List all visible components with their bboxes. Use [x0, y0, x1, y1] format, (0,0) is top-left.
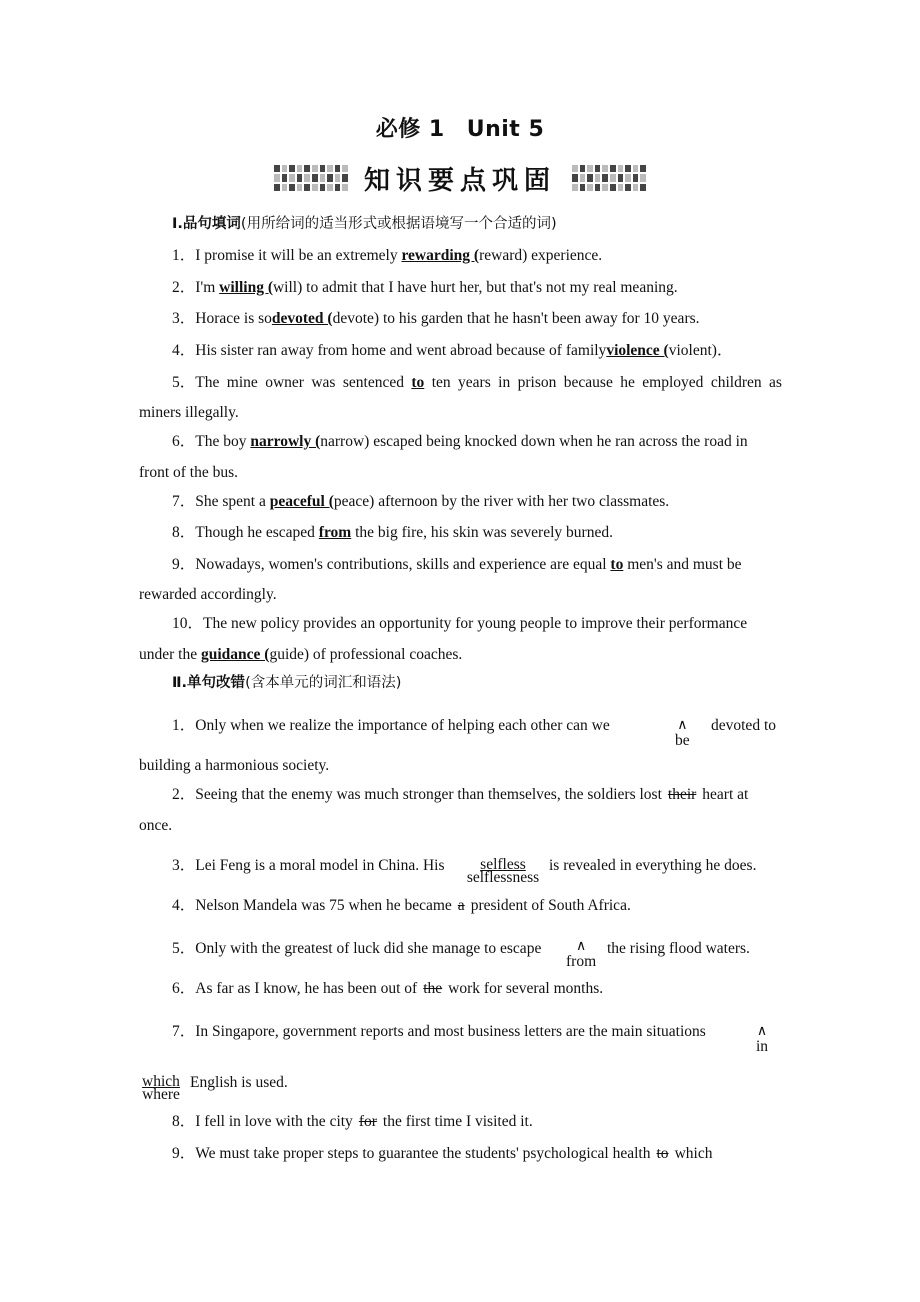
s2-item-2-cont: once.: [139, 817, 173, 834]
insertion-mark: ∧ be: [675, 717, 690, 749]
document-page: 必修 1 Unit 5 知识要点巩固 Ⅰ.品句填词(用所给词的适当形式或根据语境写一个合适的词) 1．I promise it will be an extremely rewarding (reward) experience. 2．I'm willing (will) to admit that I have hurt her, but that's not my real meaning. 3．Horace is sodevoted (devote) to his garden that he hasn't been away for 10 years. 4．His sister ran away from home and went abroad because of familyviolence (violent)． 5．The mine owner was sentenced to ten years in prison because he employed children as miners illegally. 6．The boy narrowly (narrow) escaped being knocked down when he ran across the road in front of the bus. 7．She spent a peaceful (peace) afternoon by the river with her two classmates. 8．Though he escaped from the big fire, his skin was severely burned. 9．Nowadays, women's contributions, skills and experience are equal to men's and must be rewarded accordingly. 10．The new policy provides an opportunity for young people to improve their performance under the guidance (guide) of professional coaches. Ⅱ.单句改错(含本单元的词汇和语法) 1．Only when we realize the importance of helping each other can we ∧ be devoted to building a harmonious society. 2．Seeing that the enemy was much stronger than themselves, the soldiers lost their heart at once. 3．Lei Feng is a moral model in China. His selfless selflessness is revealed in everything he does. 4．Nelson Mandela was 75 when he became a president of South Africa. 5．Only with the greatest of luck did she manage to escape ∧ from the rising flood waters. 6．As far as I know, he has been out of the work for several months. 7．In Singapore, government reports and most business letters are the main situations ∧ in which where English is used. 8．I fell in love with the city for the first time I visited it. 9．We must take proper steps to guarantee the students' psychological health to which: [0, 0, 920, 1302]
answer: to: [610, 556, 624, 573]
s2-item-7: 7．In Singapore, government reports and most business letters are the main situations: [172, 1023, 706, 1040]
s1-item-10-cont: under the guidance (guide) of professional coaches.: [139, 646, 463, 663]
section2-heading: Ⅱ.单句改错(含本单元的词汇和语法): [172, 675, 402, 691]
s2-item-3: 3．Lei Feng is a moral model in China. His: [172, 857, 445, 874]
s1-item-1: 1．I promise it will be an extremely rewarding (reward) experience.: [172, 247, 603, 264]
s2-item-1: 1．Only when we realize the importance of helping each other can we: [172, 717, 610, 734]
correct-word: selflessness: [466, 869, 540, 886]
s2-item-1-cont: building a harmonious society.: [139, 757, 330, 774]
s1-item-4: 4．His sister ran away from home and went abroad because of familyviolence (violent)．: [172, 342, 733, 359]
s2-item-2: 2．Seeing that the enemy was much stronger than themselves, the soldiers lost their heart at: [172, 786, 749, 803]
insertion-mark: ∧ in: [756, 1023, 769, 1055]
deleted-word: a: [457, 897, 465, 914]
answer: peaceful (: [269, 493, 334, 510]
answer: willing (: [219, 279, 273, 296]
answer: violence (: [606, 342, 669, 359]
right-dot-pattern: [572, 165, 646, 191]
section1-heading: Ⅰ.品句填词(用所给词的适当形式或根据语境写一个合适的词): [172, 216, 557, 232]
answer: devoted (: [271, 310, 333, 327]
s2-item-4: 4．Nelson Mandela was 75 when he became a president of South Africa.: [172, 897, 631, 914]
answer: from: [318, 524, 352, 541]
deleted-word: the: [423, 980, 443, 997]
s2-item-9: 9．We must take proper steps to guarantee the students' psychological health to which: [172, 1145, 713, 1162]
answer: to: [411, 374, 425, 391]
s1-item-3: 3．Horace is sodevoted (devote) to his garden that he hasn't been away for 10 years.: [172, 310, 700, 327]
correct-word: where: [142, 1086, 180, 1103]
deleted-word: for: [358, 1113, 377, 1130]
banner-title: 知识要点巩固: [363, 165, 556, 196]
replacement-mark: [464, 858, 542, 884]
page-title: [0, 112, 920, 143]
unit-label: Unit 5: [466, 117, 545, 142]
deleted-word: to: [656, 1145, 669, 1162]
section-banner: [274, 160, 646, 196]
wrong-word: selfless: [480, 856, 526, 873]
replacement-mark: [139, 1075, 183, 1101]
caret-icon: ∧: [756, 1023, 768, 1039]
s1-item-9: 9．Nowadays, women's contributions, skills and experience are equal to men's and must be: [172, 556, 742, 573]
s1-item-5-cont: miners illegally.: [139, 404, 239, 421]
s2-item-8: 8．I fell in love with the city for the first time I visited it.: [172, 1113, 533, 1130]
answer: rewarding (: [401, 247, 480, 264]
wrong-word: which: [142, 1073, 180, 1090]
s1-item-6-cont: front of the bus.: [139, 464, 239, 481]
s2-item-5: 5．Only with the greatest of luck did she manage to escape: [172, 940, 542, 957]
s1-item-2: 2．I'm willing (will) to admit that I have hurt her, but that's not my real meaning.: [172, 279, 678, 296]
insertion-mark: ∧ from: [566, 938, 597, 970]
s1-item-5: 5．The mine owner was sentenced to ten years in prison because he employed children as: [172, 374, 782, 391]
answer: guidance (: [200, 646, 270, 663]
answer: narrowly (: [250, 433, 321, 450]
s2-item-6: 6．As far as I know, he has been out of the work for several months.: [172, 980, 604, 997]
s1-item-8: 8．Though he escaped from the big fire, his skin was severely burned.: [172, 524, 613, 541]
book-label: 必修 1: [375, 117, 445, 142]
s1-item-6: 6．The boy narrowly (narrow) escaped being knocked down when he ran across the road in: [172, 433, 748, 450]
s1-item-7: 7．She spent a peaceful (peace) afternoon by the river with her two classmates.: [172, 493, 670, 510]
s1-item-9-cont: rewarded accordingly.: [139, 586, 277, 603]
caret-icon: ∧: [677, 717, 688, 733]
caret-icon: ∧: [575, 938, 587, 954]
s1-item-10: 10．The new policy provides an opportunity for young people to improve their performance: [172, 615, 748, 632]
deleted-word: their: [667, 786, 697, 803]
left-dot-pattern: [274, 165, 348, 191]
